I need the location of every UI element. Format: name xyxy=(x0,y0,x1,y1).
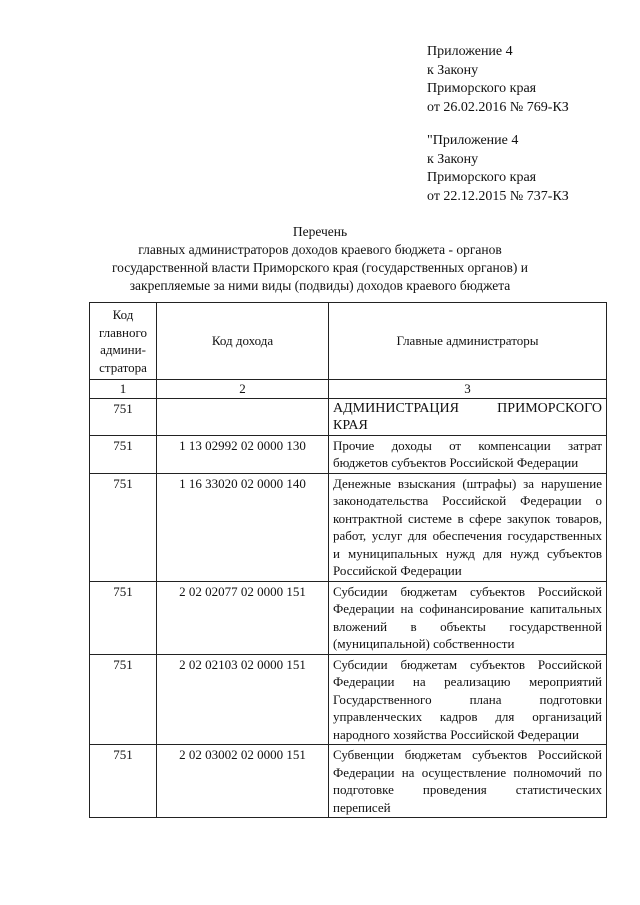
table-row xyxy=(90,654,607,745)
document-heading xyxy=(95,223,545,295)
column-number: 2 xyxy=(157,380,329,399)
appendix-line: от 26.02.2016 № 769-КЗ xyxy=(427,99,569,115)
appendix-line: к Закону xyxy=(427,151,479,167)
document-title: Перечень xyxy=(292,224,348,239)
appendix-line: Приморского края xyxy=(427,170,537,185)
appendix-line: "Приложение 4 xyxy=(427,133,519,148)
table-row xyxy=(90,745,607,818)
administrator-name-cell: АДМИНИСТРАЦИЯ ПРИМОРСКОГО КРАЯ xyxy=(329,398,607,435)
admin-code-cell: 751 xyxy=(90,581,157,654)
appendix-line: Приложение 4 xyxy=(427,44,513,59)
table-row xyxy=(90,473,607,581)
appendix-line: от 22.12.2015 № 737-КЗ xyxy=(427,188,569,204)
administrators-table xyxy=(89,302,607,818)
table-row xyxy=(90,435,607,473)
income-code-cell: 2 02 02077 02 0000 151 xyxy=(157,581,329,654)
income-code-cell: 2 02 03002 02 0000 151 xyxy=(157,745,329,818)
column-number-row xyxy=(90,380,607,399)
income-code-cell xyxy=(157,398,329,435)
document-subtitle: главных администраторов доходов краевого бюджета - органов государственной власти Приморского края (государственных органов) и закрепляемые за ними виды (подвиды) доходов краевого бюджета xyxy=(111,242,528,293)
admin-code-cell: 751 xyxy=(90,654,157,745)
table-row xyxy=(90,398,607,435)
header-administrators: Главные администраторы xyxy=(329,303,607,380)
header-income-code: Код дохода xyxy=(157,303,329,380)
income-description-cell: Денежные взыскания (штрафы) за нарушение законодательства Российской Федерации о контрактной системе в сфере закупок товаров, работ, услуг для обеспечения государственных и муниципальных нужд для нужд субъектов Российской Федерации xyxy=(329,473,607,581)
column-number: 3 xyxy=(329,380,607,399)
admin-code-cell: 751 xyxy=(90,745,157,818)
income-code-cell: 2 02 02103 02 0000 151 xyxy=(157,654,329,745)
income-code-cell: 1 13 02992 02 0000 130 xyxy=(157,435,329,473)
income-description-cell: Субсидии бюджетам субъектов Российской Федерации на реализацию мероприятий Государственного плана подготовки управленческих кадров для организаций народного хозяйства Российской Федерации xyxy=(329,654,607,745)
column-number: 1 xyxy=(90,380,157,399)
header-admin-code: Код главного админи-стратора xyxy=(90,303,157,380)
admin-code-cell: 751 xyxy=(90,473,157,581)
income-description-cell: Субвенции бюджетам субъектов Российской Федерации на осуществление полномочий по подготовке проведения статистических переписей xyxy=(329,745,607,818)
appendix-line: Приморского края xyxy=(427,81,537,96)
income-code-cell: 1 16 33020 02 0000 140 xyxy=(157,473,329,581)
appendix-previous xyxy=(427,132,569,206)
appendix-line: к Закону xyxy=(427,62,479,78)
admin-code-cell: 751 xyxy=(90,398,157,435)
table-row xyxy=(90,581,607,654)
income-description-cell: Субсидии бюджетам субъектов Российской Федерации на софинансирование капитальных вложений в объекты государственной (муниципальной) собственности xyxy=(329,581,607,654)
income-description-cell: Прочие доходы от компенсации затрат бюджетов субъектов Российской Федерации xyxy=(329,435,607,473)
table-header-row xyxy=(90,303,607,380)
appendix-current xyxy=(427,43,569,117)
admin-code-cell: 751 xyxy=(90,435,157,473)
